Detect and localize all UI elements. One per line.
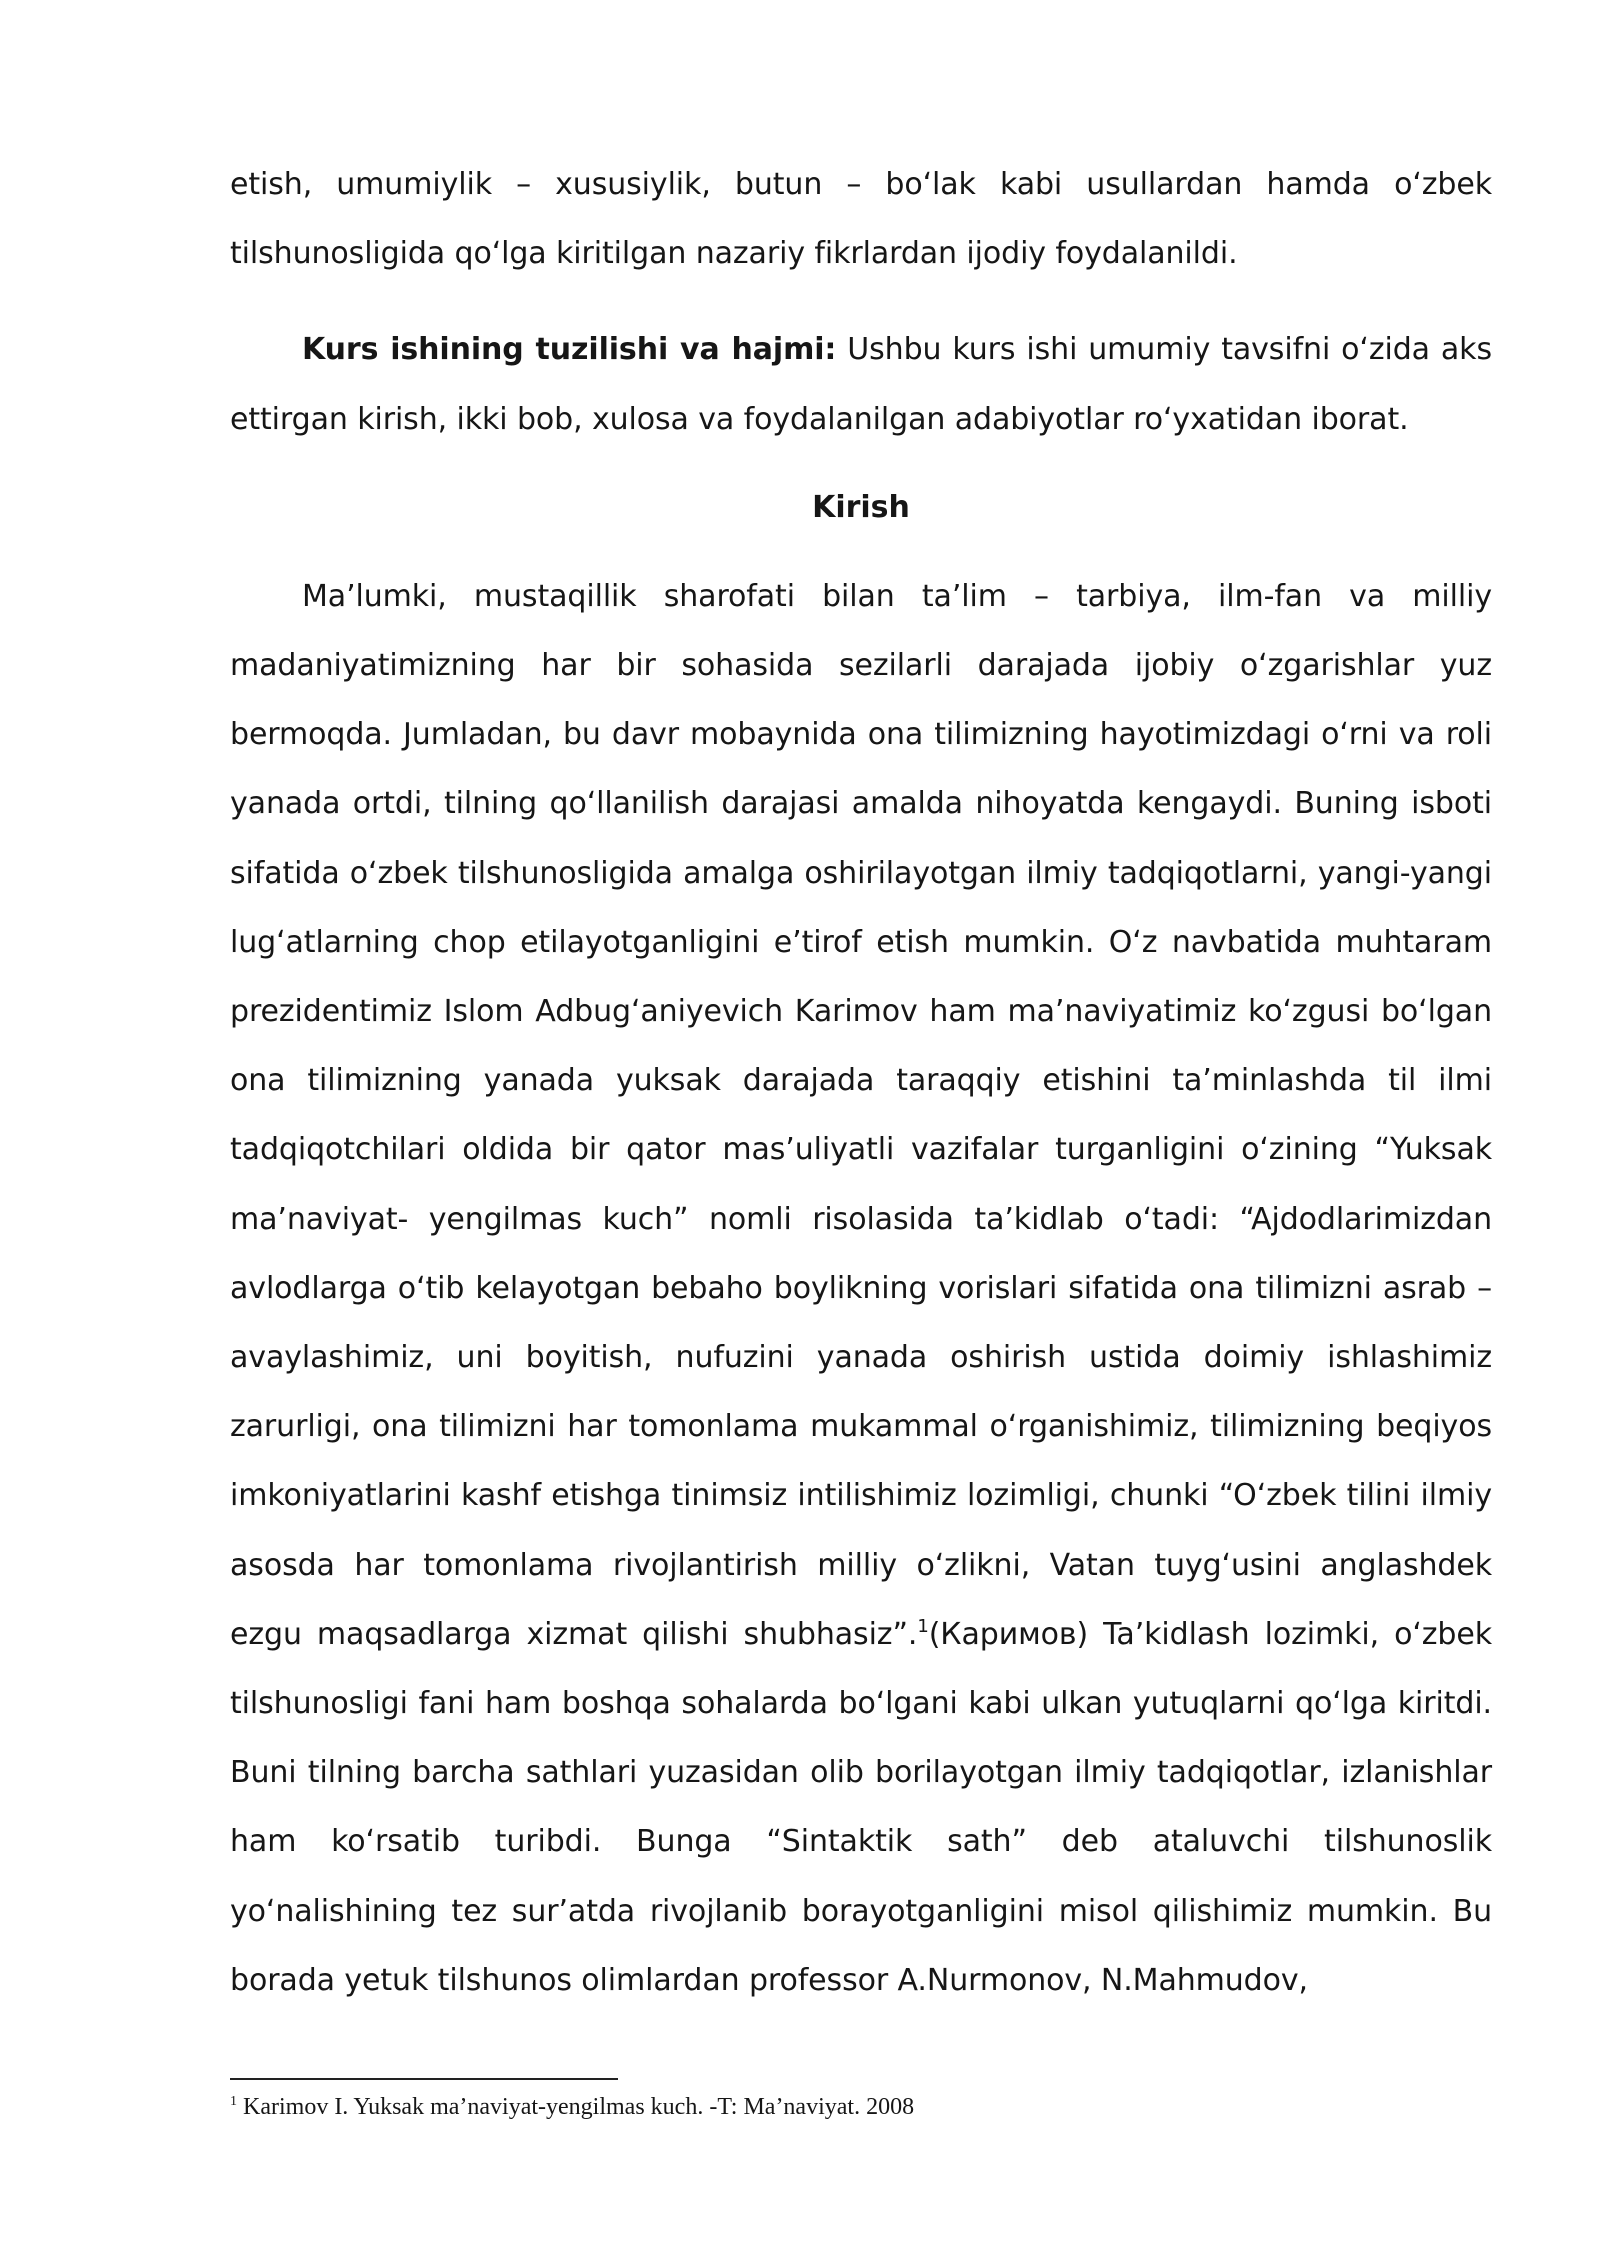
cyrillic-reference: (Каримов)	[928, 1616, 1089, 1652]
footnote	[230, 2090, 1492, 2124]
body-text	[230, 150, 1492, 2015]
footnote-reference[interactable]: 1	[917, 1615, 929, 1637]
section-heading: Kirish	[812, 489, 910, 525]
footnote-text: Karimov I. Yuksak ma’naviyat-yengilmas kuch. -T: Ma’naviyat. 2008	[237, 2094, 915, 2120]
intro-text-after: Ta’kidlash lozimki, oʻzbek tilshunosligi fani ham boshqa sohalarda boʻlgani kabi ulkan yutuqlarni qoʻlga kiritdi. Buni tilning barcha sathlari yuzasidan olib borilayotgan ilmiy tadqiqotlar, izlanishlar ham koʻrsatib turibdi. Bunga “Sintaktik sath” deb ataluvchi tilshunoslik yoʻnalishining tez sur’atda rivojlanib borayotganligini misol qilishimiz mumkin. Bu borada yetuk tilshunos olimlardan professor A.Nurmonov, N.Mahmudov,	[230, 1616, 1492, 1998]
intro-text-before: Ma’lumki, mustaqillik sharofati bilan ta’lim – tarbiya, ilm-fan va milliy madaniyatimizning har bir sohasida sezilarli darajada ijobiy oʻzgarishlar yuz bermoqda. Jumladan, bu davr mobaynida ona tilimizning hayotimizdagi oʻrni va roli yanada ortdi, tilning qoʻllanilish darajasi amalda nihoyatda kengaydi. Buning isboti sifatida oʻzbek tilshunosligida amalga oshirilayotgan ilmiy tadqiqotlarni, yangi-yangi lugʻatlarning chop etilayotganligini e’tirof etish mumkin. Oʻz navbatida muhtaram prezidentimiz Islom Adbugʻaniyevich Karimov ham ma’naviyatimiz koʻzgusi boʻlgan ona tilimizning yanada yuksak darajada taraqqiy etishini ta’minlashda til ilmi tadqiqotchilari oldida bir qator mas’uliyatli vazifalar turganligini oʻzining “Yuksak ma’naviyat- yengilmas kuch” nomli risolasida ta’kidlab oʻtadi: “Ajdodlarimizdan avlodlarga oʻtib kelayotgan bebaho boylikning vorislari sifatida ona tilimizni asrab – avaylashimiz, uni boyitish, nufuzini yanada oshirish ustida doimiy ishlashimiz zarurligi, ona tilimizni har tomonlama mukammal oʻrganishimiz, tilimizning beqiyos imkoniyatlarini kashf etishga tinimsiz intilishimiz lozimligi, chunki “Oʻzbek tilini ilmiy asosda har tomonlama rivojlantirish milliy oʻzlikni, Vatan tuygʻusini anglashdek ezgu maqsadlarga xizmat qilishi shubhasiz”.	[230, 578, 1492, 1652]
paragraph-introduction	[230, 562, 1492, 2015]
heading-spacer	[230, 454, 1492, 474]
paragraph-structure	[230, 315, 1492, 453]
footnote-separator	[230, 2078, 618, 2080]
structure-lead: Kurs ishining tuzilishi va hajmi:	[302, 332, 837, 368]
footnote-number: 1	[230, 2094, 237, 2109]
heading-spacer	[230, 542, 1492, 562]
paragraph-spacer	[230, 288, 1492, 315]
paragraph-methods: etish, umumiylik – xususiylik, butun – boʻlak kabi usullardan hamda oʻzbek tilshunosligida qoʻlga kiritilgan nazariy fikrlardan ijodiy foydalanildi.	[230, 167, 1492, 272]
structure-text: Ushbu kurs ishi umumiy tavsifni oʻzida aks ettirgan kirish, ikki bob, xulosa va foydalanilgan adabiyotlar roʻyxatidan iborat.	[230, 332, 1492, 437]
